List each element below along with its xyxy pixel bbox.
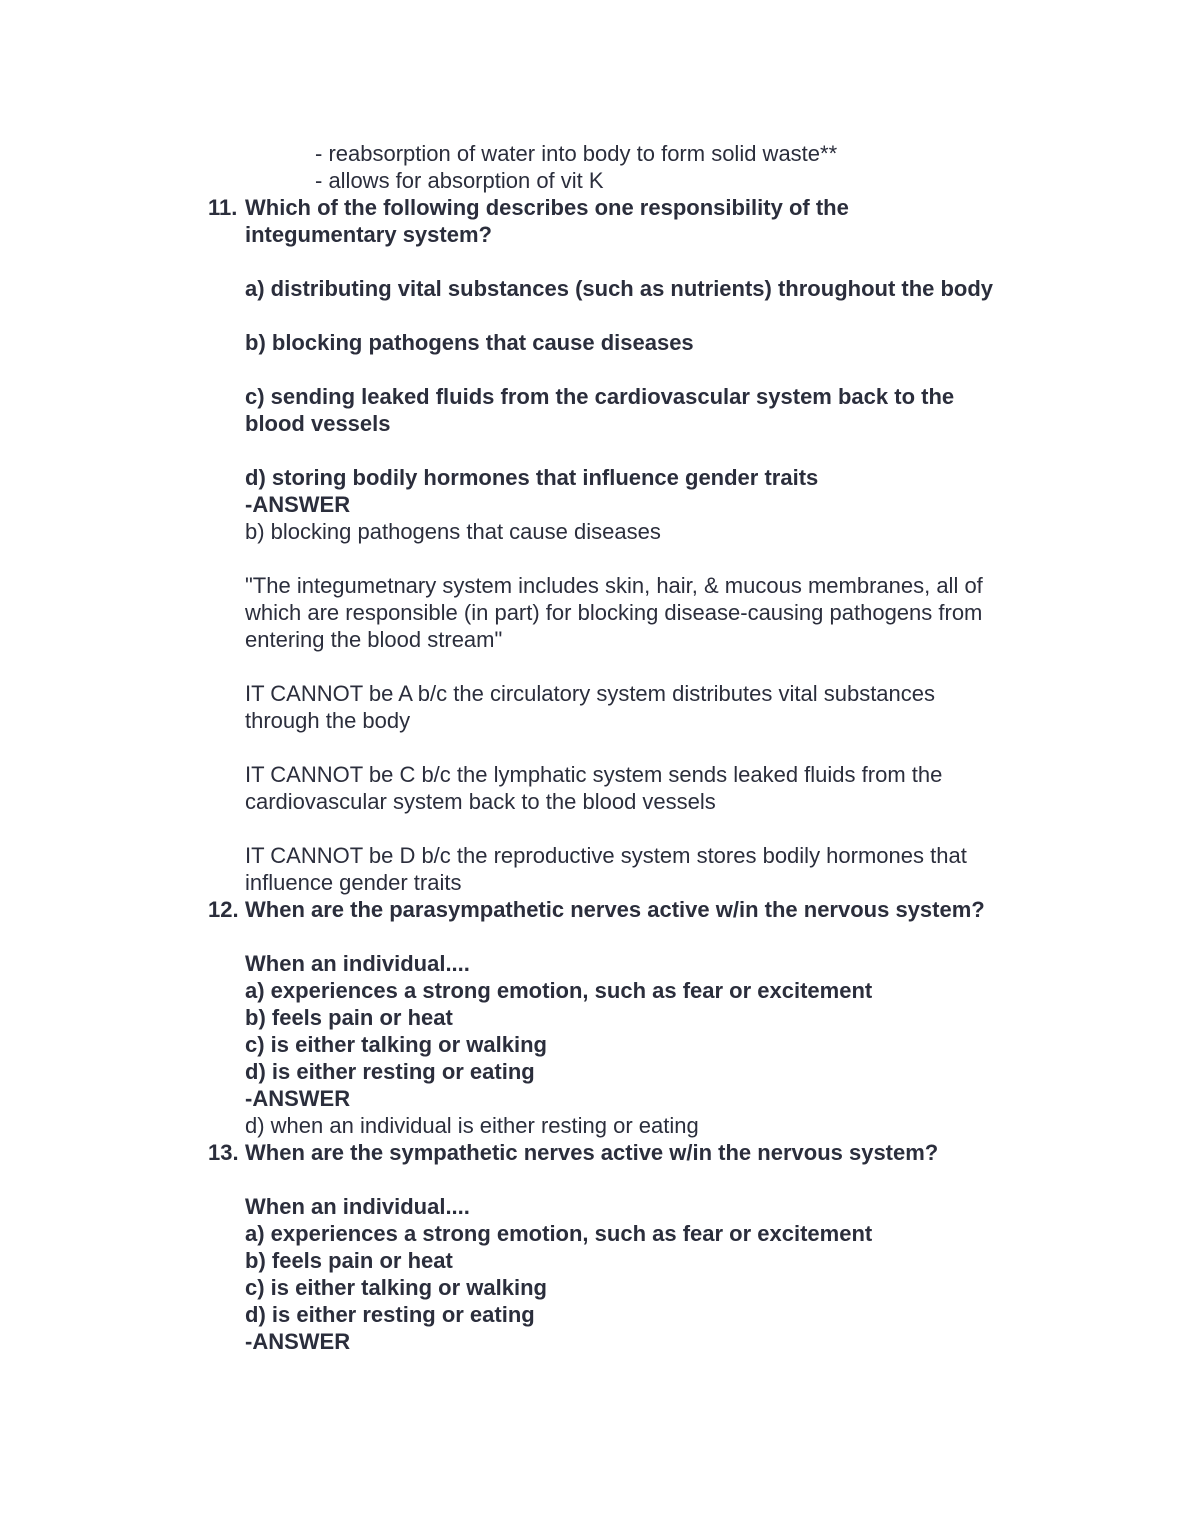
spacer	[0, 653, 1190, 680]
option-a: a) experiences a strong emotion, such as fear or excitement	[245, 978, 873, 1003]
answer-label: -ANSWER	[245, 1329, 351, 1354]
question-lead: When an individual....	[245, 951, 470, 976]
option-c: c) sending leaked fluids from the cardiovascular system back to the	[245, 384, 955, 409]
option-a: a) distributing vital substances (such as nutrients) throughout the body	[245, 276, 994, 301]
rationale-not-d: influence gender traits	[245, 870, 462, 895]
spacer	[0, 248, 1190, 275]
answer-text: b) blocking pathogens that cause diseases	[245, 519, 661, 544]
rationale-not-a: through the body	[245, 708, 411, 733]
option-c: c) is either talking or walking	[245, 1032, 547, 1057]
option-a: a) experiences a strong emotion, such as fear or excitement	[245, 1221, 873, 1246]
question-text: When are the parasympathetic nerves active w/in the nervous system?	[245, 897, 985, 922]
answer-text: d) when an individual is either resting or eating	[245, 1113, 699, 1138]
question-number: 12.	[208, 897, 239, 922]
question-11	[0, 194, 1190, 221]
question-text: integumentary system?	[245, 222, 492, 247]
option-b: b) blocking pathogens that cause diseases	[245, 330, 694, 355]
spacer	[0, 545, 1190, 572]
rationale-not-c: cardiovascular system back to the blood vessels	[245, 789, 716, 814]
prev-answer-line: - reabsorption of water into body to form solid waste**	[315, 141, 838, 166]
option-c: blood vessels	[245, 411, 391, 436]
spacer	[0, 734, 1190, 761]
spacer	[0, 302, 1190, 329]
spacer	[0, 437, 1190, 464]
option-b: b) feels pain or heat	[245, 1248, 453, 1273]
rationale-not-d: IT CANNOT be D b/c the reproductive system stores bodily hormones that	[245, 843, 967, 868]
explanation-line: "The integumetnary system includes skin, hair, & mucous membranes, all of	[245, 573, 983, 598]
question-number: 11.	[208, 195, 238, 220]
rationale-not-c: IT CANNOT be C b/c the lymphatic system sends leaked fluids from the	[245, 762, 943, 787]
spacer	[0, 1166, 1190, 1193]
explanation-line: which are responsible (in part) for blocking disease-causing pathogens from	[245, 600, 983, 625]
question-lead: When an individual....	[245, 1194, 470, 1219]
option-d: d) storing bodily hormones that influence gender traits	[245, 465, 819, 490]
option-c: c) is either talking or walking	[245, 1275, 547, 1300]
answer-label: -ANSWER	[245, 1086, 351, 1111]
spacer	[0, 923, 1190, 950]
question-13	[0, 1139, 1190, 1166]
spacer	[0, 356, 1190, 383]
answer-label: -ANSWER	[245, 492, 351, 517]
option-d: d) is either resting or eating	[245, 1059, 535, 1084]
option-d: d) is either resting or eating	[245, 1302, 535, 1327]
question-12	[0, 896, 1190, 923]
prev-answer-line: - allows for absorption of vit K	[315, 168, 604, 193]
document-page	[0, 140, 1190, 1355]
explanation-line: entering the blood stream"	[245, 627, 503, 652]
rationale-not-a: IT CANNOT be A b/c the circulatory system distributes vital substances	[245, 681, 936, 706]
question-text: Which of the following describes one responsibility of the	[245, 195, 849, 220]
question-text: When are the sympathetic nerves active w/in the nervous system?	[245, 1140, 939, 1165]
option-b: b) feels pain or heat	[245, 1005, 453, 1030]
spacer	[0, 815, 1190, 842]
question-number: 13.	[208, 1140, 239, 1165]
